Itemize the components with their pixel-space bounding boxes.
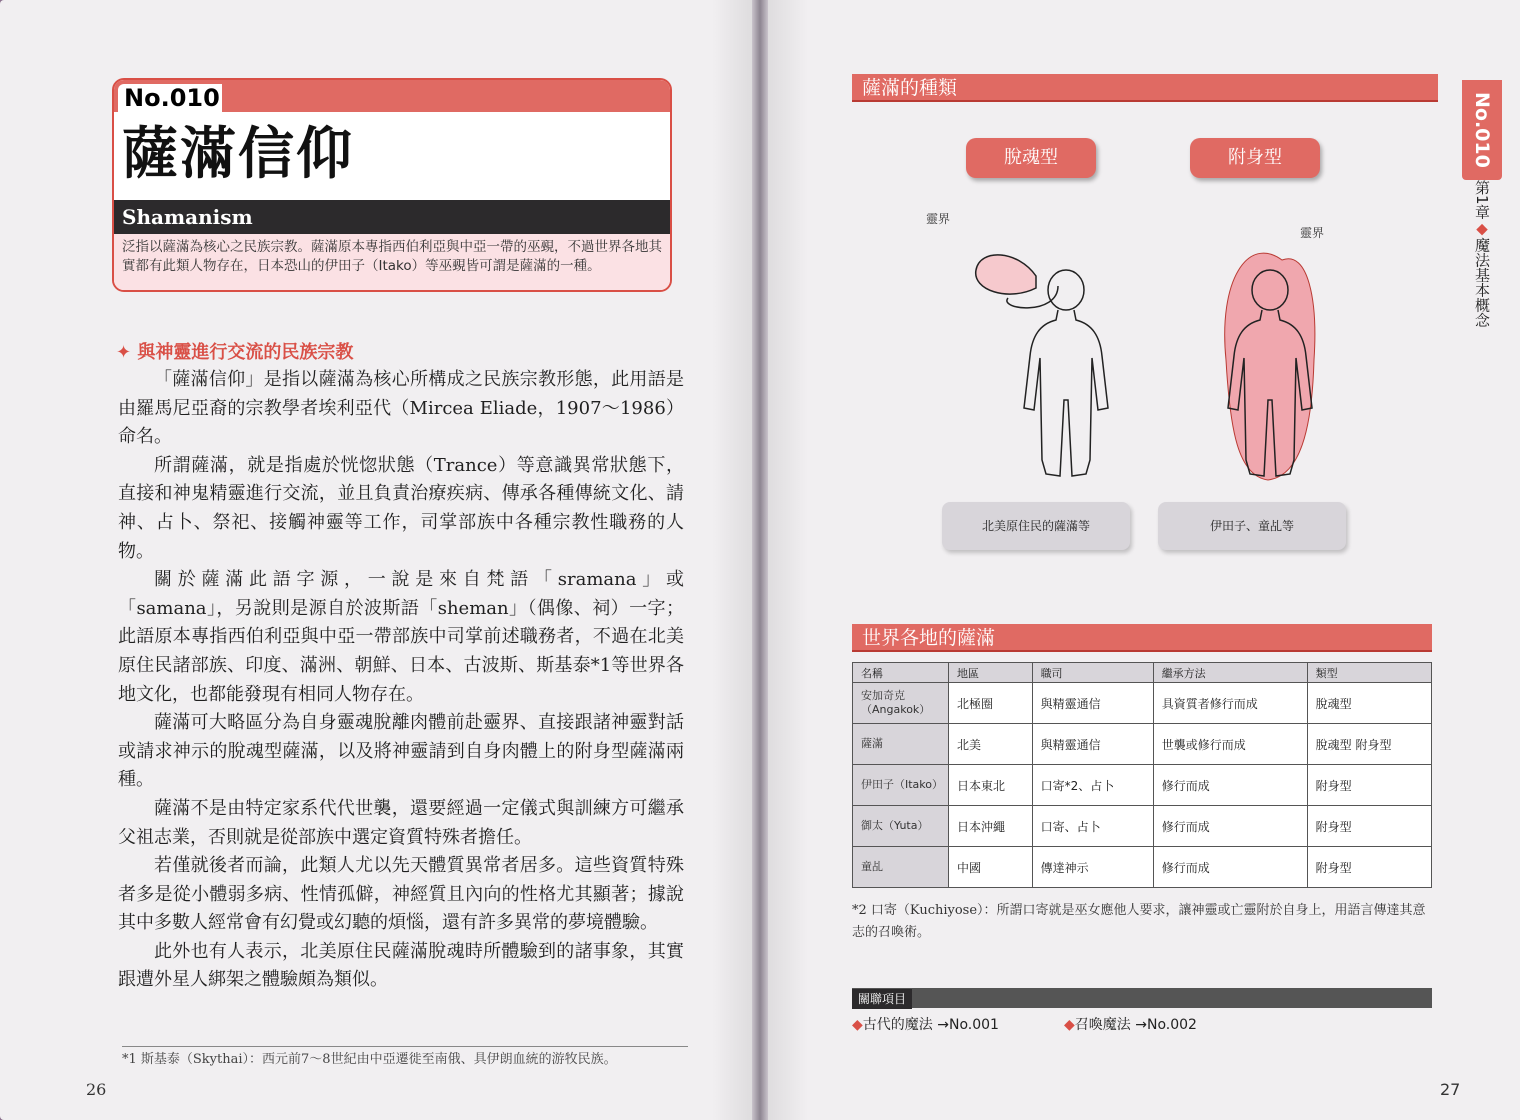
cell-duty: 口寄*2、占卜 [1032,765,1153,806]
page-title: 薩滿信仰 [122,122,354,187]
entry-summary: 泛指以薩滿為核心之民族宗教。薩滿原本專指西伯利亞與中亞一帶的巫覡，不過世界各地其實都有此類人物存在，日本恐山的伊田子（Itako）等巫覡皆可謂是薩滿的一種。 [114,234,670,292]
column-header: 地區 [949,663,1033,683]
cell-name: 薩滿 [853,724,949,765]
cell-name: 安加奇克（Angakok） [853,683,949,724]
cell-method: 修行而成 [1153,765,1307,806]
cell-duty: 傳達神示 [1032,847,1153,888]
cell-type: 附身型 [1307,847,1431,888]
chapter-label: 第1章◆魔法基本概念 [1473,180,1491,328]
left-page [0,0,752,1120]
cell-method: 具資質者修行而成 [1153,683,1307,724]
cell-region: 中國 [949,847,1033,888]
related-item[interactable]: ◆古代的魔法 →No.001 [852,1017,999,1033]
paragraph: 薩滿不是由特定家系代代世襲，還要經過一定儀式與訓練方可繼承父祖志業，否則就是從部族中選定資質特殊者擔任。 [118,797,684,848]
realm-label: 靈界 [1300,226,1325,240]
cell-method: 世襲或修行而成 [1153,724,1307,765]
page-number: 27 [1440,1080,1461,1099]
footnote: *1 斯基泰（Skythai）：西元前7～8世紀由中亞遷徙至南俄、具伊朗血統的游牧民族。 [122,1046,688,1071]
entry-number: No.010 [118,84,222,112]
diamond-icon: ✦ [116,342,138,363]
cell-name: 御太（Yuta） [853,806,949,847]
section-heading: ✦ 與神靈進行交流的民族宗教 [116,342,354,363]
related-heading: 關聯項目 [852,988,1432,1008]
realm-label: 靈界 [926,212,951,226]
shaman-types-illustration [908,240,1408,490]
cell-region: 日本沖繩 [949,806,1033,847]
paragraph: 此外也有人表示，北美原住民薩滿脫魂時所體驗到的諸事象，其實跟遭外星人綁架之體驗頗為類似。 [118,940,684,991]
cell-duty: 口寄、占卜 [1032,806,1153,847]
cell-region: 日本東北 [949,765,1033,806]
paragraph: 所謂薩滿，就是指處於恍惚狀態（Trance）等意識異常狀態下，直接和神鬼精靈進行交流，並且負責治療疾病、傳承各種傳統文化、請神、占卜、祭祀、接觸神靈等工作，司掌部族中各種宗教性職務的人物。 [118,454,684,562]
book-spine [752,0,768,1120]
world-heading: 世界各地的薩滿 [852,624,1432,652]
cell-type: 脫魂型 附身型 [1307,724,1431,765]
body-text [118,366,684,995]
types-heading: 薩滿的種類 [852,74,1438,102]
soul-flight-figure [976,255,1108,476]
diamond-icon: ◆ [852,1017,863,1033]
table-row [853,724,1432,765]
type-label-soul-flight: 脫魂型 [966,138,1096,178]
column-header: 繼承方法 [1153,663,1307,683]
cell-name: 伊田子（Itako） [853,765,949,806]
paragraph: 薩滿可大略區分為自身靈魂脫離肉體前赴靈界、直接跟諸神靈對話或請求神示的脫魂型薩滿，以及將神靈請到自身肉體上的附身型薩滿兩種。 [118,712,684,791]
entry-title-box [112,78,672,292]
cell-name: 童乩 [853,847,949,888]
diamond-icon: ◆ [1473,219,1491,238]
example-possession: 伊田子、童乩等 [1158,502,1346,550]
table-header-row [853,663,1432,683]
paragraph: 若僅就後者而論，此類人尤以先天體質異常者居多。這些資質特殊者多是從小體弱多病、性情孤僻，神經質且內向的性格尤其顯著；據說其中多數人經常會有幻覺或幻聽的煩惱，還有許多異常的夢境體驗。 [118,855,684,934]
type-label-possession: 附身型 [1190,138,1320,178]
entry-side-tab: No.010 [1462,80,1502,180]
cell-method: 修行而成 [1153,847,1307,888]
cell-region: 北極圈 [949,683,1033,724]
example-soul-flight: 北美原住民的薩滿等 [942,502,1130,550]
shaman-table [852,662,1432,888]
footnote: *2 口寄（Kuchiyose）：所謂口寄就是巫女應他人要求，讓神靈或亡靈附於自身上，用語言傳達其意志的召喚術。 [852,903,1426,940]
possession-figure [1225,253,1315,480]
right-page [768,0,1520,1120]
cell-method: 修行而成 [1153,806,1307,847]
cell-region: 北美 [949,724,1033,765]
column-header: 職司 [1032,663,1153,683]
page-number: 26 [86,1080,107,1099]
column-header: 類型 [1307,663,1431,683]
cell-duty: 與精靈通信 [1032,724,1153,765]
cell-duty: 與精靈通信 [1032,683,1153,724]
table-row [853,847,1432,888]
table-row [853,765,1432,806]
paragraph: 關於薩滿此語字源，一說是來自梵語「sramana」或「samana」，另說則是源自於波斯語「sheman」（偶像、祠）一字；此語原本專指西伯利亞與中亞一帶部族中司掌前述職務者，不過在北美原住民諸部族、印度、滿洲、朝鮮、日本、古波斯、斯基泰*1等世界各地文化，也都能發現有相同人物存在。 [118,569,684,705]
cell-type: 附身型 [1307,806,1431,847]
related-item[interactable]: ◆召喚魔法 →No.002 [1064,1017,1197,1033]
english-subtitle: Shamanism [114,200,670,234]
diamond-icon: ◆ [1064,1017,1075,1033]
paragraph: 「薩滿信仰」是指以薩滿為核心所構成之民族宗教形態，此用語是由羅馬尼亞裔的宗教學者埃利亞代（Mircea Eliade，1907～1986）命名。 [118,369,684,448]
cell-type: 附身型 [1307,765,1431,806]
table-row [853,806,1432,847]
column-header: 名稱 [853,663,949,683]
cell-type: 脫魂型 [1307,683,1431,724]
table-row [853,683,1432,724]
